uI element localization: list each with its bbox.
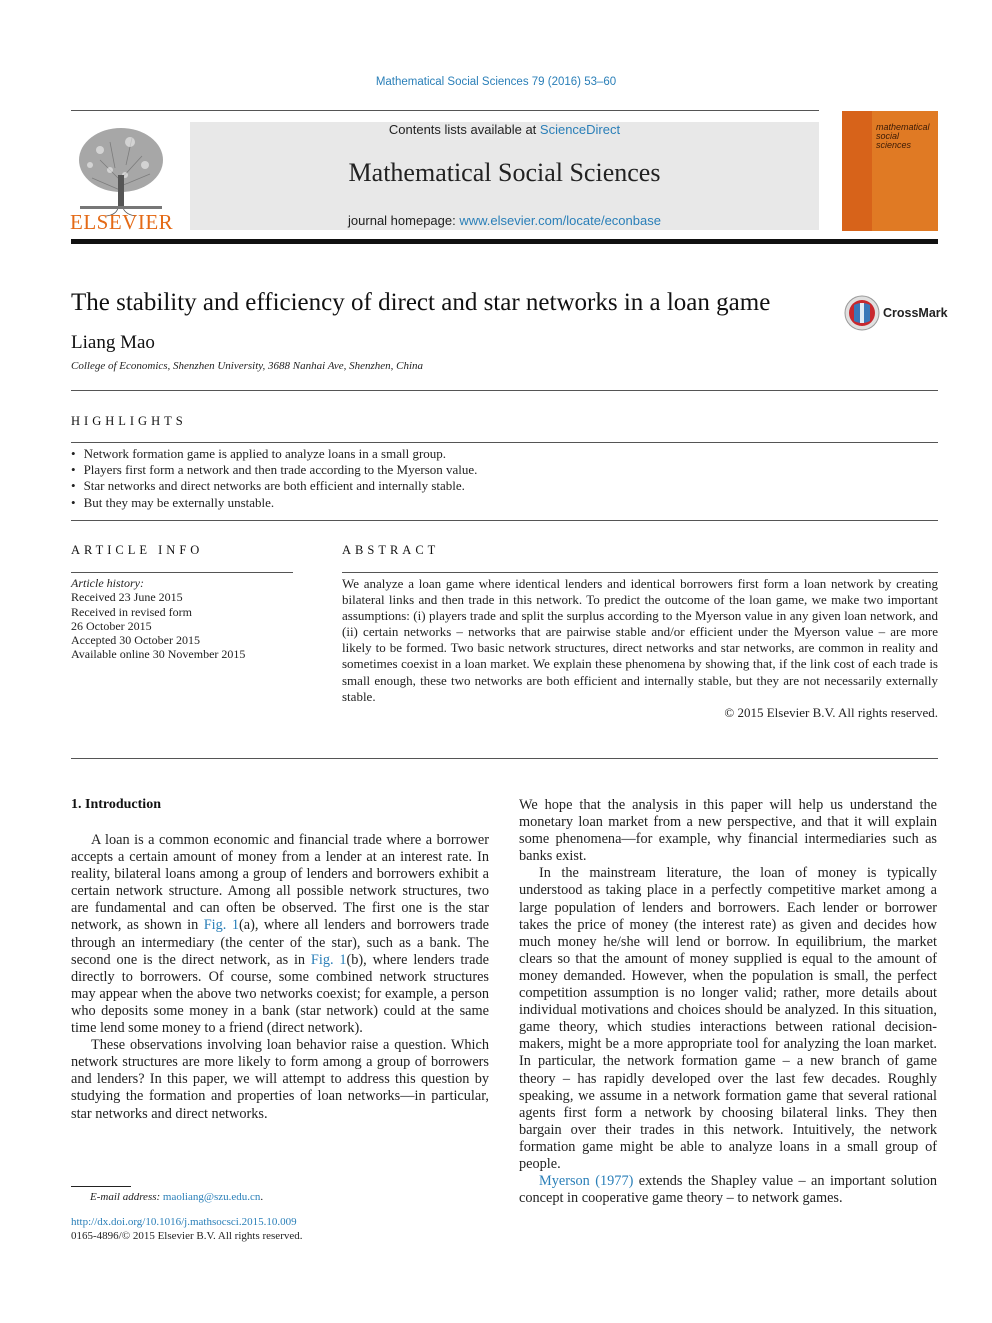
rule-under-article-info [71,572,293,573]
introduction-heading: 1. Introduction [71,797,161,812]
abstract-heading: ABSTRACT [342,543,440,557]
history-entry: Available online 30 November 2015 [71,647,246,662]
doi-block [71,1215,303,1243]
fig1-link[interactable]: Fig. 1 [310,951,347,968]
author-name: Liang Mao [71,332,155,353]
journal-cover-thumbnail[interactable] [842,111,938,231]
history-entry: Received in revised form [71,604,192,619]
top-rule [71,110,819,111]
issn-copyright: 0165-4896/© 2015 Elsevier B.V. All rights reserved. [71,1230,303,1242]
body-left-column [71,832,489,1123]
abstract-text: We analyze a loan game where identical lenders and identical borrowers first form a loan network by creating bilateral links and then trade in this network. To predict the outcome of the loan game, we make two important assumptions: (i) players trade and split the surplus according to the Myerson value in any given loan network, and (ii) certain networks – networks that are pairwise stable and/or efficient under the Myerson value – are more likely to be formed. Two basic network structures, direct networks and star networks, are common in reality and sometimes coexist in a loan market. We explain these phenomena by showing that, if the link cost of each trade is small enough, these two networks are both efficient and internally stable, but they are not necessarily externally stable. [342,576,938,704]
cover-title: mathematical social sciences [876,122,930,150]
journal-reference[interactable]: Mathematical Social Sciences 79 (2016) 53–60 [375,76,617,88]
highlight-item: • Star networks and direct networks are both efficient and internally stable. [71,478,937,494]
paragraph: A loan is a common economic and financial trade where a borrower accepts a certain amount of money from a lender at an interest rate. In reality, bilateral loans among a group of lenders and borrowers exhibit a certain network structure. Among all possible network structures, two are fundamental and can often be observed. The first one is the star network, as shown in Fig. 1(a), where all lenders and borrowers trade through an intermediary (the center of the star), such as a bank. The second one is the direct network, as in Fig. 1(b), where lenders trade directly to borrowers. Of course, some combined network structures may appear when the above two networks coexist; for example, a person who deposits some money in a bank (star network) could at the same time lend some money to a friend (direct network). [71,832,489,1037]
paragraph: In the mainstream literature, the loan of money is typically understood as taking place in a perfectly competitive market among a large population of lenders and borrowers. Each lender or borrower takes the price of money (the interest rate) as given and decides how much money he/she will lend or borrow. In equilibrium, the market clears so that the amount of money supplied is equal to the amount of money demanded. However, when the population is small, the perfect competition assumption is no longer valid; rather, more details about individual motivations and choices should be analyzed. In this situation, game theory, which studies interactions between rational decision-makers, might be a more appropriate tool for analyzing the loan market. In particular, the network formation game – a new branch of game theory – has rapidly developed over the last few decades. Roughly speaking, we assume in a network formation game that several rational agents first form a network by choosing bilateral links. They then bargain over their trades in this network. Intuitively, the network formation game might be able to analyze loans in a small group of people. [519,865,937,1172]
journal-name: Mathematical Social Sciences [348,158,661,187]
footnote-rule [71,1186,131,1187]
contents-line [190,122,819,137]
rule-under-highlights-heading [71,442,938,443]
paragraph: These observations involving loan behavior raise a question. Which network structures are more likely to form among a group of borrowers and lenders? In this paper, we will attempt to address this question by studying the formation and properties of loan networks—in particular, star networks and direct networks. [71,1037,489,1122]
highlight-item: • Network formation game is applied to analyze loans in a small group. [71,446,937,462]
highlight-item: • But they may be externally unstable. [71,495,937,511]
rule-under-abstract-heading [342,572,938,573]
highlights-list [71,446,937,511]
article-info-heading: ARTICLE INFO [71,543,204,557]
article-title: The stability and efficiency of direct and star networks in a loan game [71,289,771,316]
author-email-link[interactable]: maoliang@szu.edu.cn [162,1191,261,1203]
highlight-item: • Players first form a network and then trade according to the Myerson value. [71,462,937,478]
myerson-year-link[interactable]: (1977) [595,1173,634,1190]
header-thick-rule [71,239,938,244]
footnote-email: E-mail address: maoliang@szu.edu.cn. [90,1191,264,1203]
paragraph: We hope that the analysis in this paper will help us understand the monetary loan market from a new perspective, and that it will explain some phenomena—for example, why financial intermediaries such as banks exist. [519,797,937,865]
rule-under-affiliation [71,390,938,391]
article-history [71,576,293,662]
myerson-citation-link[interactable]: Myerson [539,1173,590,1190]
cover-spine [842,111,872,231]
rule-above-body [71,758,938,759]
homepage-line [190,213,819,228]
crossmark-label[interactable]: CrossMark [883,306,948,320]
elsevier-wordmark: ELSEVIER [70,210,174,234]
history-label: Article history: [71,576,144,590]
paragraph: Myerson (1977) extends the Shapley value – an important solution concept in cooperative game theory – to network games. [519,1173,938,1207]
homepage-link[interactable]: www.elsevier.com/locate/econbase [459,213,661,228]
history-entry: Accepted 30 October 2015 [71,633,200,648]
crossmark-icon[interactable] [844,295,880,331]
history-entry: 26 October 2015 [71,618,152,633]
highlights-heading: HIGHLIGHTS [71,414,187,428]
contents-prefix: Contents lists available at [388,122,540,137]
doi-link[interactable]: http://dx.doi.org/10.1016/j.mathsocsci.2015.10.009 [71,1216,297,1228]
homepage-prefix: journal homepage: [348,213,460,228]
email-label: E-mail address: [90,1191,163,1203]
sciencedirect-link[interactable]: ScienceDirect [539,122,621,137]
fig1-link[interactable]: Fig. 1 [203,917,239,934]
author-affiliation: College of Economics, Shenzhen University, 3688 Nanhai Ave, Shenzhen, China [71,360,424,372]
history-entry: Received 23 June 2015 [71,590,183,605]
body-right-column [519,797,937,1207]
rule-under-highlights [71,520,938,521]
abstract-copyright: © 2015 Elsevier B.V. All rights reserved. [724,705,938,720]
